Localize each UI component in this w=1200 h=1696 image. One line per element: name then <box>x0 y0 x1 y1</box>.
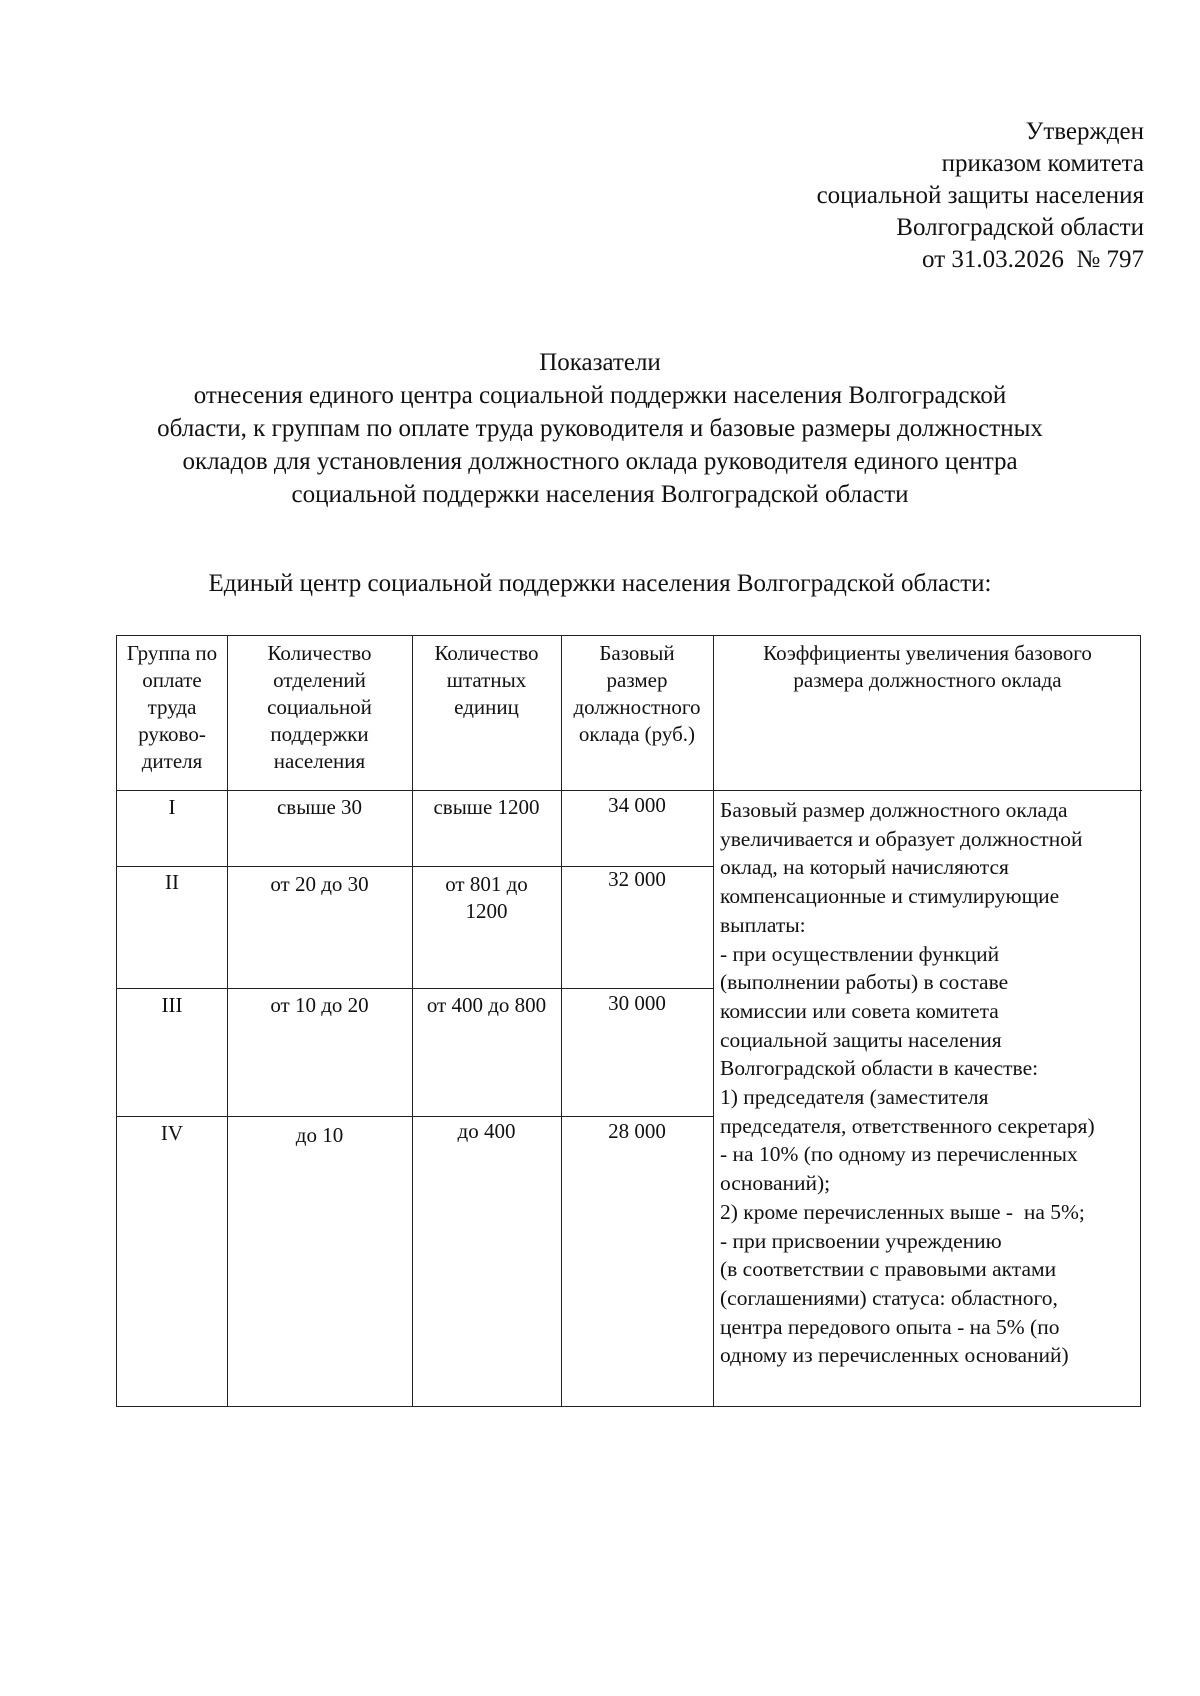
coefficient-description <box>720 796 1140 1370</box>
row-staff <box>412 871 561 925</box>
row-group: I <box>168 795 176 819</box>
header-text: Количество <box>434 641 539 665</box>
header-text: оклада (руб.) <box>578 722 696 746</box>
row-salary: 32 000 <box>608 867 666 891</box>
header-text: Коэффициенты увеличения базового <box>763 641 1092 665</box>
approval-line: Волгоградской области <box>896 214 1144 241</box>
coefficient-line: выплаты: <box>720 912 806 937</box>
coefficient-line: (выполнении работы) в составе <box>720 970 1009 995</box>
coefficient-line: председателя, ответственного секретаря) <box>720 1113 1095 1138</box>
table-row-divider <box>117 988 713 989</box>
coefficient-line: социальной защиты населения <box>720 1027 1002 1052</box>
row-staff: от 400 до 800 <box>426 993 547 1017</box>
coefficient-line: Волгоградской области в качестве: <box>720 1056 1039 1081</box>
indicators-table <box>116 635 1141 1407</box>
header-text: Базовый <box>599 641 675 665</box>
header-text: Количество <box>267 641 372 665</box>
row-departments: до 10 <box>295 1123 344 1147</box>
coefficient-line: (соглашениями) статуса: областного, <box>720 1285 1058 1310</box>
header-text: оплате <box>142 668 202 692</box>
header-text: руково- <box>138 722 206 746</box>
header-text: штатных <box>446 668 527 692</box>
coefficient-line: увеличивается и образует должностной <box>720 826 1083 851</box>
coefficient-line: оснований); <box>720 1171 831 1196</box>
header-text: населения <box>273 749 366 773</box>
header-text: единиц <box>454 695 519 719</box>
coefficient-line: компенсационные и стимулирующие <box>720 884 1060 909</box>
row-group: IV <box>160 1121 184 1145</box>
header-text: Группа по <box>126 641 218 665</box>
table-column-divider <box>713 636 714 1406</box>
coefficient-line: Базовый размер должностного оклада <box>720 798 1068 822</box>
header-salary <box>561 640 713 748</box>
table-column-divider <box>412 636 413 1406</box>
coefficient-line: - на 10% (по одному из перечисленных <box>720 1142 1078 1167</box>
approval-line: Утвержден <box>1025 118 1144 145</box>
document-title <box>80 346 1120 511</box>
coefficient-line: (в соответствии с правовыми актами <box>720 1257 1057 1282</box>
coefficient-line: - при присвоении учреждению <box>720 1228 1002 1253</box>
header-group <box>117 640 227 775</box>
header-text: дителя <box>141 749 203 773</box>
coefficient-line: центра передового опыта - на 5% (по <box>720 1314 1060 1339</box>
approval-line: социальной защиты населения <box>816 182 1144 209</box>
header-departments <box>227 640 412 775</box>
table-column-divider <box>561 636 562 1406</box>
table-caption: Единый центр социальной поддержки населения Волгоградской области: <box>208 570 992 597</box>
coefficient-line: - при осуществлении функций <box>720 941 1000 966</box>
header-text: поддержки <box>270 722 369 746</box>
title-line: области, к группам по оплате труда руководителя и базовые размеры должностных <box>157 415 1043 442</box>
row-staff: свыше 1200 <box>433 795 540 819</box>
approval-date-number: от 31.03.2026 № 797 <box>922 246 1144 273</box>
coefficient-line: 2) кроме перечисленных выше - на 5%; <box>720 1199 1085 1224</box>
title-line: окладов для установления должностного оклада руководителя единого центра <box>182 448 1018 475</box>
row-group: III <box>161 993 183 1017</box>
row-staff-line: 1200 <box>465 899 508 923</box>
row-departments: от 10 до 20 <box>270 993 369 1017</box>
coefficient-line: оклад, на который начисляются <box>720 855 1009 880</box>
header-text: социальной <box>267 695 372 719</box>
row-salary: 34 000 <box>608 793 666 817</box>
table-header-divider <box>117 790 1142 791</box>
title-line: отнесения единого центра социальной поддержки населения Волгоградской <box>193 382 1007 409</box>
coefficient-line: одному из перечисленных оснований) <box>720 1343 1069 1368</box>
title-line: социальной поддержки населения Волгоградской области <box>291 481 909 508</box>
header-staff <box>412 640 561 721</box>
header-text: размер <box>606 668 668 692</box>
table-row-divider <box>117 1116 713 1117</box>
row-salary: 28 000 <box>608 1119 666 1143</box>
coefficient-line: 1) председателя (заместителя <box>720 1085 989 1110</box>
row-salary: 30 000 <box>608 991 666 1015</box>
header-text: отделений <box>273 668 366 692</box>
header-coefficients <box>713 640 1142 694</box>
row-group: II <box>165 870 179 894</box>
coefficient-line: комиссии или совета комитета <box>720 998 999 1023</box>
row-staff: до 400 <box>457 1119 516 1143</box>
approval-line: приказом комитета <box>941 150 1144 177</box>
title-heading: Показатели <box>539 349 661 376</box>
approval-block <box>817 116 1144 276</box>
row-staff-line: от 801 до <box>445 872 528 896</box>
header-text: труда <box>147 695 197 719</box>
header-text: должностного <box>573 695 701 719</box>
row-departments: от 20 до 30 <box>270 872 369 896</box>
header-text: размера должностного оклада <box>793 668 1062 692</box>
row-departments: свыше 30 <box>276 795 363 819</box>
